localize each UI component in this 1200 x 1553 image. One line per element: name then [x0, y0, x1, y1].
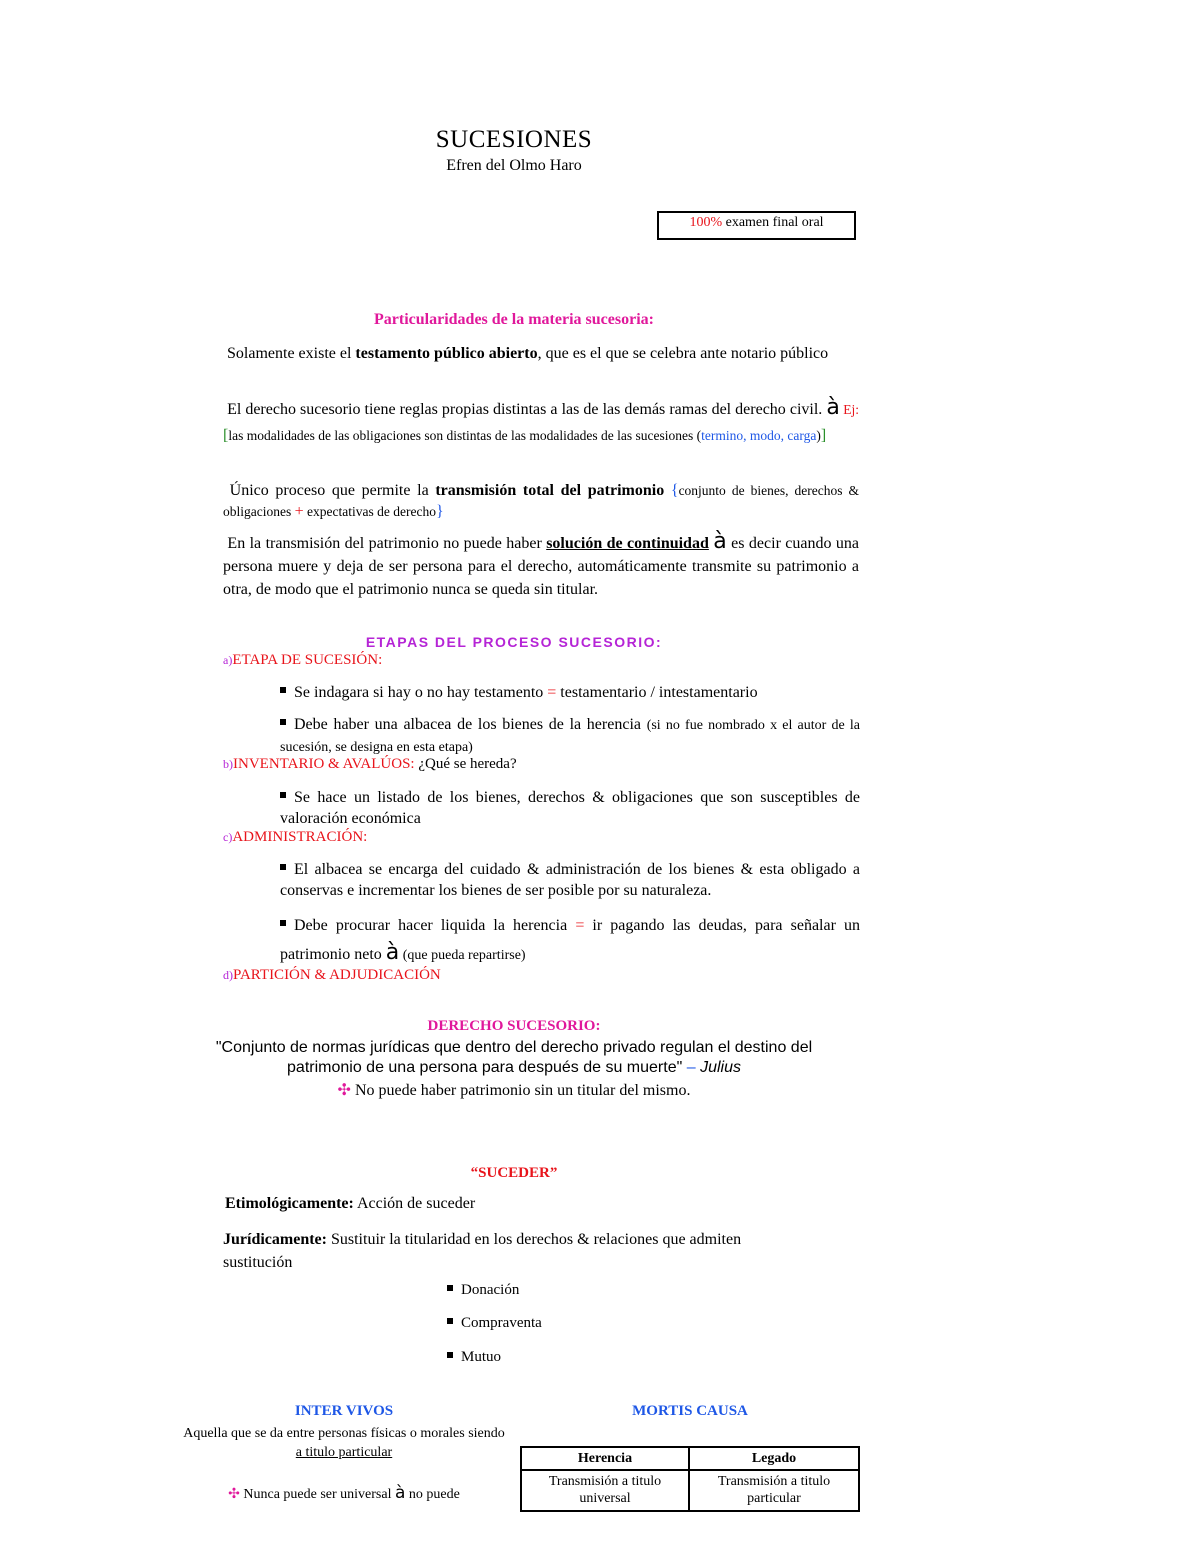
derecho-note [0, 1080, 1028, 1100]
table-header-legado: Legado [690, 1448, 858, 1471]
stage-c-text: ADMINISTRACIÓN: [232, 829, 368, 845]
exam-text: examen final oral [722, 215, 824, 230]
table-cell-legado: Transmisión a titulo particular [717, 1474, 831, 1506]
bullet-icon [447, 1285, 453, 1291]
etapas-heading: ETAPAS DEL PROCESO SUCESORIO: [365, 634, 663, 650]
c-b2-text-c: (que pueda repartirse) [399, 948, 526, 963]
mortis-causa-table [520, 1446, 860, 1512]
c-b1-text: El albacea se encarga del cuidado & administración de los bienes & esta obligado a conservas e incrementar los bienes de ser posible por su naturaleza. [280, 861, 860, 899]
bullet-icon [280, 719, 286, 725]
star-icon: ✣ [228, 1487, 240, 1502]
stage-a-title [223, 652, 382, 669]
stage-b-label: b) [223, 757, 233, 771]
c-b2-text-b: ir pagando las deudas, para señalar un patrimonio neto [280, 917, 861, 963]
stage-d-label: d) [223, 968, 233, 982]
p2-text-a: El derecho sucesorio tiene reglas propias distintas a las de las demás ramas del derecho civil. [227, 401, 827, 418]
stage-a-bullet-2 [280, 714, 860, 758]
a-b1-text-b: testamentario / intestamentario [556, 684, 758, 701]
stage-b-title [223, 756, 517, 773]
bullet-icon [280, 864, 286, 870]
derecho-heading: DERECHO SUCESORIO: [427, 1018, 601, 1034]
inter-vivos-note [186, 1483, 502, 1503]
bullet-icon [280, 687, 286, 693]
etimologicamente-line [225, 1195, 475, 1213]
arrow-icon: à [713, 529, 727, 554]
stage-a-label: a) [223, 653, 233, 667]
p3-text-b: conjunto de bienes, derechos & obligaciones [223, 483, 860, 519]
p1-text-b: , que es el que se celebra ante notario público [537, 345, 829, 362]
p2-blue-text: termino, modo, carga [701, 428, 817, 443]
particularidad-paragraph-1 [223, 343, 859, 364]
inter-vivos-heading: INTER VIVOS [294, 1403, 394, 1419]
p2-ej: Ej: [839, 402, 860, 417]
bullet-icon [280, 792, 286, 798]
bullet-icon [447, 1318, 453, 1324]
b-b1-text: Se hace un listado de los bienes, derechos & obligaciones que son susceptibles de valoración económica [280, 789, 860, 827]
quote-line-1: "Conjunto de normas jurídicas que dentro del derecho privado regulan el destino del [215, 1039, 813, 1056]
exam-percent: 100% [689, 215, 723, 230]
p1-bold: testamento público abierto [355, 345, 538, 362]
inter-vivos-desc-underline: a titulo particular [295, 1445, 393, 1460]
stage-c-label: c) [223, 830, 233, 844]
etim-label: Etimológicamente: [225, 1195, 354, 1212]
inter-vivos-desc-text: Aquella que se da entre personas físicas o morales siendo [183, 1426, 505, 1441]
mortis-causa-heading: MORTIS CAUSA [632, 1403, 748, 1419]
derecho-note-text: No puede haber patrimonio sin un titular del mismo. [350, 1082, 691, 1099]
bullet-icon [280, 920, 286, 926]
particularidad-paragraph-2 [223, 395, 859, 449]
stage-c-title [223, 829, 367, 846]
arrow-icon: à [385, 940, 400, 965]
stage-b-bullet-1 [280, 787, 860, 829]
a-b1-text-a: Se indagara si hay o no hay testamento [294, 684, 548, 701]
p3-text-a: Único proceso que permite la [229, 482, 436, 499]
particularidades-heading: Particularidades de la materia sucesoria: [374, 311, 654, 328]
p3-text-c: expectativas de derecho [303, 504, 436, 519]
inter-vivos-note-text-b: no puede [405, 1487, 460, 1502]
p2-bracket-close: ] [820, 427, 827, 444]
a-b1-eq: = [547, 684, 557, 701]
c-b2-text-a: Debe procurar hacer liquida la herencia [294, 917, 576, 934]
inter-vivos-note-text-a: Nunca puede ser universal [239, 1487, 395, 1502]
p2-bracket-open: [ [223, 427, 229, 444]
p3-brace-open: { [664, 482, 679, 499]
quote-author: Julius [700, 1059, 741, 1076]
table-header-herencia: Herencia [522, 1448, 690, 1471]
a-b2-text-a: Debe haber una albacea de los bienes de la herencia [294, 716, 647, 733]
suceder-heading: “SUCEDER” [470, 1165, 558, 1181]
exam-note-box [657, 211, 856, 240]
c-b2-eq: = [575, 917, 585, 934]
a-b2-text-b: (si no fue nombrado x el autor de la sucesión, se designa en esta etapa) [280, 718, 861, 755]
quote-dash: – [682, 1059, 701, 1076]
stage-b-text: INVENTARIO & AVALÚOS: [233, 756, 415, 772]
suceder-list-item [447, 1349, 501, 1366]
particularidad-paragraph-4 [223, 530, 859, 601]
document-author: Efren del Olmo Haro [446, 157, 582, 174]
suceder-item-text: Donación [461, 1282, 520, 1298]
p2-text-b: las modalidades de las obligaciones son distintas de las modalidades de las sucesiones [228, 428, 697, 443]
derecho-quote [0, 1038, 1028, 1078]
document-title: SUCESIONES [435, 126, 593, 153]
stage-d-text: PARTICIÓN & ADJUDICACIÓN [233, 967, 441, 983]
inter-vivos-description [180, 1424, 508, 1462]
suceder-item-text: Mutuo [461, 1349, 502, 1365]
p2-paren-close: ) [816, 428, 821, 443]
arrow-icon: à [826, 395, 840, 420]
stage-d-title [223, 967, 441, 984]
stage-c-bullet-2 [280, 912, 860, 969]
etim-text: Acción de suceder [353, 1195, 476, 1212]
p4-text-b: es decir cuando una persona muere y deja de ser persona para el derecho, automáticamente transmite su patrimonio a otra, de modo que el patrimonio nunca se queda sin titular. [223, 535, 860, 598]
star-icon: ✣ [337, 1082, 351, 1099]
arrow-icon: à [394, 1483, 406, 1503]
particularidad-paragraph-3 [223, 480, 859, 522]
stage-a-text: ETAPA DE SUCESIÓN: [232, 652, 383, 668]
stage-c-bullet-1 [280, 859, 860, 901]
quote-text: patrimonio de una persona para después de su muerte" [287, 1059, 683, 1076]
p4-text-a: En la transmisión del patrimonio no puede haber [227, 535, 547, 552]
stage-a-bullet-1 [280, 682, 860, 703]
table-cell-herencia: Transmisión a titulo universal [522, 1471, 690, 1510]
p2-paren-open: ( [696, 428, 702, 443]
quote-line-2 [0, 1058, 1028, 1078]
suceder-list-item [447, 1315, 542, 1332]
suceder-item-text: Compraventa [461, 1315, 542, 1331]
bullet-icon [447, 1352, 453, 1358]
suceder-list-item [447, 1282, 519, 1299]
jur-label: Jurídicamente: [223, 1231, 327, 1248]
p4-bold-underline: solución de continuidad [546, 535, 709, 552]
juridicamente-line [223, 1228, 803, 1274]
p1-text-a: Solamente existe el [227, 345, 356, 362]
p3-bold: transmisión total del patrimonio [435, 482, 665, 499]
stage-b-question: ¿Qué se hereda? [414, 756, 517, 772]
p3-brace-close: } [435, 503, 444, 520]
jur-text: Sustituir la titularidad en los derechos & relaciones que admiten sustitución [223, 1231, 742, 1271]
p3-plus: + [294, 503, 304, 520]
